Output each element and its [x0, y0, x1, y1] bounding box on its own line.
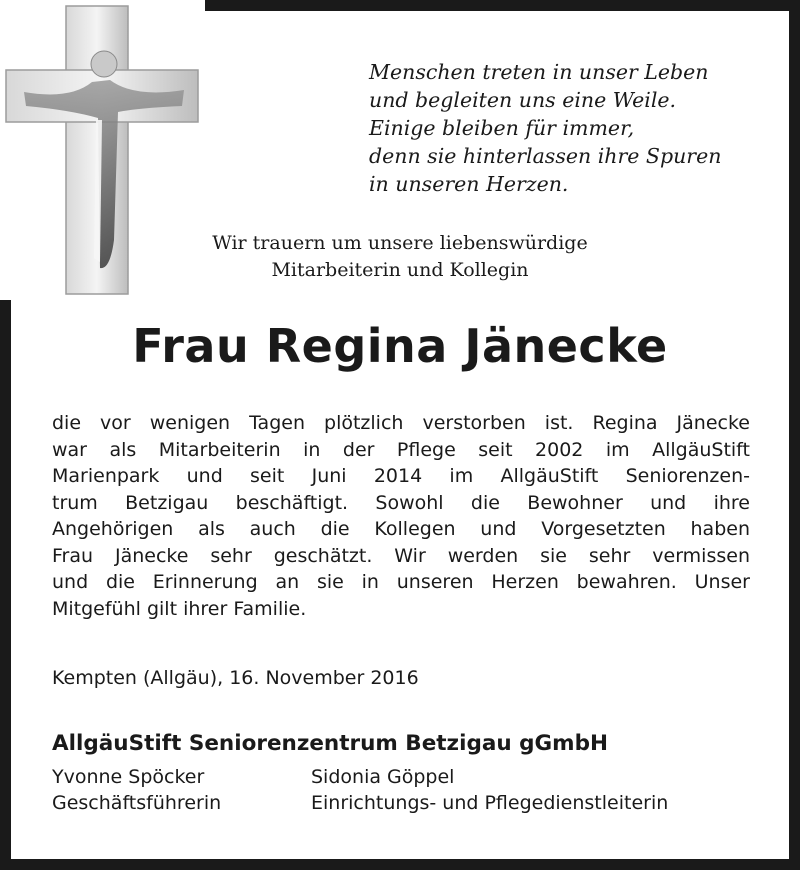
- mourning-line-2: Mitarbeiterin und Kollegin: [271, 259, 529, 281]
- organization-name: AllgäuStift Seniorenzentrum Betzigau gGmbH: [52, 731, 608, 756]
- poem-line: in unseren Herzen.: [369, 172, 569, 196]
- signatory-2: [311, 764, 668, 816]
- frame-left-border: [0, 300, 11, 870]
- poem-line: denn sie hinterlassen ihre Spuren: [369, 144, 722, 168]
- mourning-line-1: Wir trauern um unsere liebenswürdige: [212, 232, 588, 254]
- frame-bottom-border: [0, 859, 800, 870]
- body-line: war als Mitarbeiterin in der Pflege seit 2002 im AllgäuStift: [52, 438, 750, 461]
- signatory-1: [52, 764, 221, 816]
- body-line: Mitgefühl gilt ihrer Familie.: [52, 597, 307, 620]
- signatory-role: Geschäftsführerin: [52, 792, 222, 814]
- body-line: Angehörigen als auch die Kollegen und Vorgesetzten haben: [52, 518, 750, 540]
- poem-verse: [369, 58, 779, 198]
- frame-right-border: [789, 0, 800, 870]
- signatory-role: Einrichtungs- und Pflegedienstleiterin: [311, 792, 669, 814]
- signatory-name: Yvonne Spöcker: [52, 766, 205, 788]
- signatory-name: Sidonia Göppel: [311, 766, 455, 788]
- body-line: Frau Jänecke sehr geschätzt. Wir werden sie sehr vermissen: [52, 544, 750, 567]
- obituary-body: [52, 410, 750, 622]
- poem-line: Menschen treten in unser Leben: [369, 60, 709, 84]
- mourning-statement: [150, 230, 650, 284]
- body-line: und die Erinnerung an sie in unseren Herzen bewahren. Unser: [52, 571, 750, 593]
- poem-line: und begleiten uns eine Weile.: [369, 88, 677, 112]
- poem-line: Einige bleiben für immer,: [369, 116, 635, 140]
- frame-top-border: [205, 0, 800, 11]
- body-line: Marienpark und seit Juni 2014 im AllgäuStift Seniorenzen-: [52, 465, 750, 487]
- place-date: Kempten (Allgäu), 16. November 2016: [52, 667, 419, 689]
- body-line: trum Betzigau beschäftigt. Sowohl die Bewohner und ihre: [52, 491, 750, 514]
- body-line: die vor wenigen Tagen plötzlich verstorben ist. Regina Jänecke: [52, 412, 750, 434]
- deceased-name: Frau Regina Jänecke: [132, 319, 668, 373]
